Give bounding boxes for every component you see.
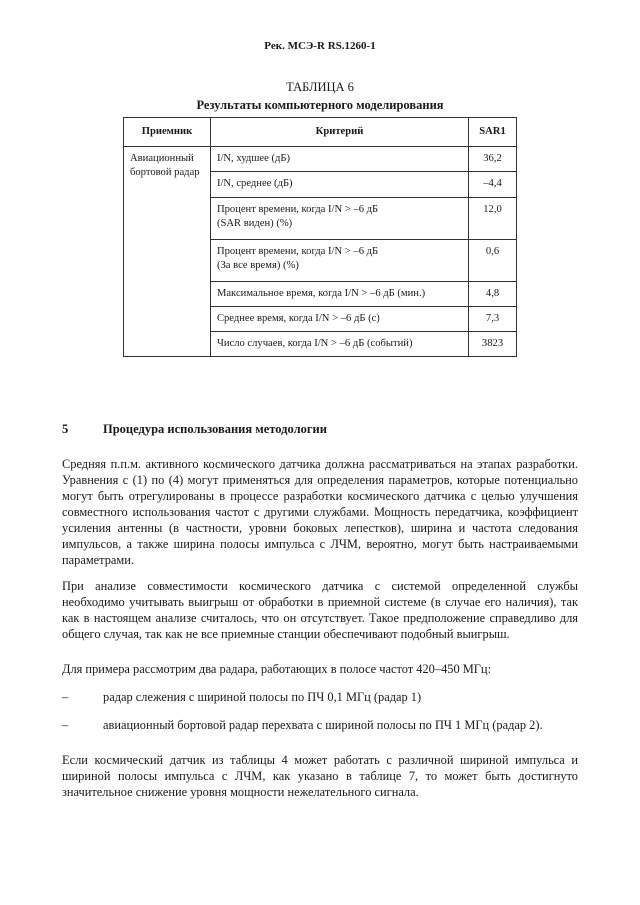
criterion-line: (За все время) (%) <box>216 260 299 271</box>
column-header-sar1: SAR1 <box>469 118 517 147</box>
criterion-cell <box>210 198 468 240</box>
value-cell: 0,6 <box>469 240 517 282</box>
list-item-text: авиационный бортовой радар перехвата с шириной полосы по ПЧ 1 МГц (радар 2). <box>103 718 543 732</box>
running-header: Рек. МСЭ-R RS.1260-1 <box>264 40 376 52</box>
criterion-cell <box>210 240 468 282</box>
column-header-receiver: Приемник <box>124 118 211 147</box>
table-title: Результаты компьютерного моделирования <box>196 98 444 112</box>
column-header-criterion: Критерий <box>210 118 468 147</box>
paragraph: Если космический датчик из таблицы 4 может работать с различной шириной импульса и шириной полосы импульса с ЛЧМ, как указано в таблице 7, то может быть достигнуто значительное снижение уровня мощности нежелательного сигнала. <box>62 753 578 799</box>
value-cell: 4,8 <box>469 282 517 307</box>
list-dash: – <box>62 690 69 704</box>
table-number: ТАБЛИЦА 6 <box>286 80 354 94</box>
receiver-cell: Авиационный бортовой радар <box>124 147 211 357</box>
table-header-row <box>124 118 517 147</box>
criterion-line: (SAR виден) (%) <box>216 218 293 229</box>
value-cell: 7,3 <box>469 307 517 332</box>
criterion-cell: I/N, среднее (дБ) <box>210 172 468 198</box>
criterion-cell: I/N, худшее (дБ) <box>210 147 468 172</box>
section-number: 5 <box>62 422 69 436</box>
list-dash: – <box>62 718 69 732</box>
criterion-line: Процент времени, когда I/N > –6 дБ <box>216 246 379 257</box>
table-row <box>124 147 517 172</box>
results-table <box>123 117 517 357</box>
list-item-text: радар слежения с шириной полосы по ПЧ 0,1 МГц (радар 1) <box>103 690 422 704</box>
value-cell: 3823 <box>469 332 517 357</box>
value-cell: 12,0 <box>469 198 517 240</box>
criterion-cell: Максимальное время, когда I/N > –6 дБ (мин.) <box>210 282 468 307</box>
paragraph: При анализе совместимости космического датчика с системой определенной службы необходимо учитывать выигрыш от обработки в приемной системе (в случае его наличия), так как в настоящем анализе считалось, что он отсутствует. Такое предположение справедливо для общего случая, так как не все приемные станции обеспечивают подобный выигрыш. <box>62 579 578 641</box>
criterion-cell: Среднее время, когда I/N > –6 дБ (с) <box>210 307 468 332</box>
value-cell: 36,2 <box>469 147 517 172</box>
paragraph: Средняя п.п.м. активного космического датчика должна рассматриваться на этапах разработки. Уравнения с (1) по (4) могут применяться для определения параметров, которые потенциально могут быть отрегулированы в процессе разработки космического датчика с целью улучшения совместного использования частот с другими службами. Мощность передатчика, коэффициент усиления антенны (в частности, уровни боковых лепестков), ширина и частота следования импульсов, а также ширина полосы импульса с ЛЧМ, вероятно, могут быть настраиваемыми параметрами. <box>62 457 578 567</box>
criterion-cell: Число случаев, когда I/N > –6 дБ (событий) <box>210 332 468 357</box>
value-cell: –4,4 <box>469 172 517 198</box>
paragraph: Для примера рассмотрим два радара, работающих в полосе частот 420–450 МГц: <box>62 662 492 676</box>
criterion-line: Процент времени, когда I/N > –6 дБ <box>216 204 379 215</box>
section-title: Процедура использования методологии <box>103 422 327 436</box>
